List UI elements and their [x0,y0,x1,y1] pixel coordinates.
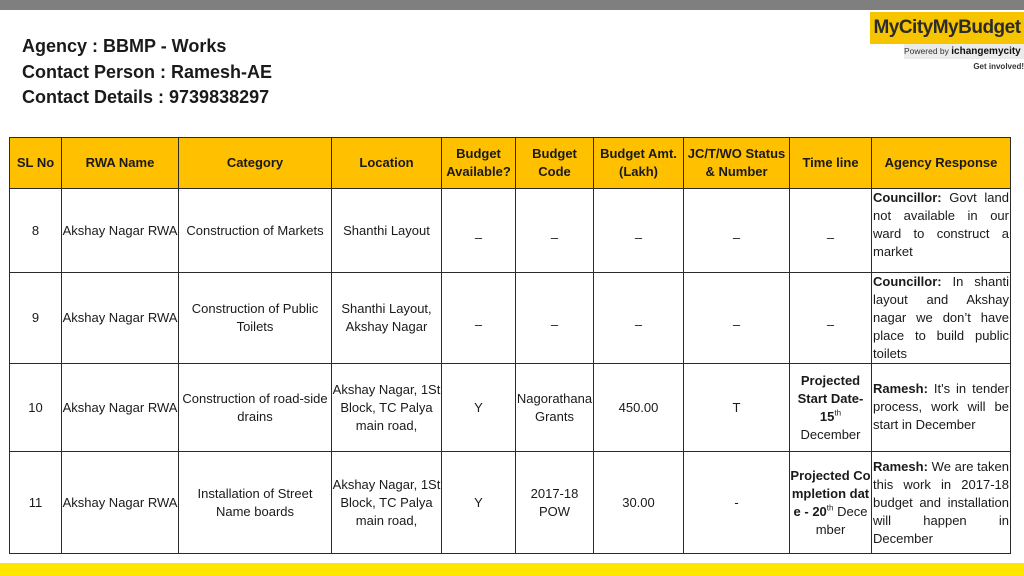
cell-timeline: – [790,189,872,273]
cell-rwa: Akshay Nagar RWA [62,189,179,273]
cell-timeline: – [790,273,872,364]
col-header-location: Location [332,138,442,189]
logo-powered-strip [904,44,1024,59]
timeline-label: Projected Completion date - [790,467,871,519]
cell-rwa: Akshay Nagar RWA [62,273,179,364]
response-text: We are taken this work in 2017-18 budget and installation will happen in December [873,458,1009,546]
timeline-day: 15 [819,408,835,424]
cell-rwa: Akshay Nagar RWA [62,452,179,554]
timeline-day: 20 [812,503,827,519]
contact-person-label: Contact Person : Ramesh-AE [22,61,273,82]
bottom-bar [0,563,1024,576]
contact-details-label: Contact Details : 9739838297 [22,87,270,107]
col-header-status: JC/T/WO Status & Number [684,138,790,189]
cell-agency-response [872,364,1011,452]
cell-budget-available: Y [442,452,516,554]
cell-budget-amt: – [594,273,684,364]
contact-header [22,34,272,111]
timeline-month: December [800,426,861,442]
works-table [9,137,1011,554]
col-header-sl: SL No [10,138,62,189]
cell-budget-amt: 450.00 [594,364,684,452]
cell-category: Construction of Public Toilets [179,273,332,364]
cell-status: – [684,273,790,364]
col-header-budget-amt: Budget Amt. (Lakh) [594,138,684,189]
cell-category: Installation of Street Name boards [179,452,332,554]
cell-location: Shanthi Layout [332,189,442,273]
table-row [10,364,1011,452]
table-row [10,452,1011,554]
cell-location: Shanthi Layout, Akshay Nagar [332,273,442,364]
cell-category: Construction of road-side drains [179,364,332,452]
timeline-day-suffix: th [826,503,834,513]
table-header-row [10,138,1011,189]
table-row [10,273,1011,364]
cell-agency-response [872,189,1011,273]
col-header-category: Category [179,138,332,189]
timeline-day-suffix: th [834,408,842,418]
col-header-timeline: Time line [790,138,872,189]
cell-status: T [684,364,790,452]
logo-tagline: Get involved! [973,62,1024,71]
cell-status: - [684,452,790,554]
cell-rwa: Akshay Nagar RWA [62,364,179,452]
cell-budget-amt: 30.00 [594,452,684,554]
top-bar [0,0,1024,10]
cell-budget-code: – [516,189,594,273]
cell-timeline [790,452,872,554]
response-text: Govt land not available in our ward to construct a market [873,190,1009,259]
response-author: Councillor: [873,190,942,205]
cell-location: Akshay Nagar, 1St Block, TC Palya main road, [332,364,442,452]
cell-location: Akshay Nagar, 1St Block, TC Palya main road, [332,452,442,554]
cell-budget-available: Y [442,364,516,452]
logo-title: MyCityMyBudget [870,12,1024,44]
cell-status: – [684,189,790,273]
cell-agency-response [872,452,1011,554]
cell-budget-code: – [516,273,594,364]
cell-budget-available: – [442,189,516,273]
logo-powered-by: Powered by [904,46,949,56]
logo-brand: ichangemycity [951,46,1021,57]
cell-sl: 11 [10,452,62,554]
cell-budget-amt: – [594,189,684,273]
cell-category: Construction of Markets [179,189,332,273]
agency-label: Agency : BBMP - Works [22,36,227,56]
mycitymybudget-logo [870,12,1024,74]
timeline-label: Projected Start Date- [797,372,864,406]
response-text: It's in tender process, work will be start in December [873,381,1009,432]
cell-sl: 10 [10,364,62,452]
cell-agency-response [872,273,1011,364]
col-header-rwa: RWA Name [62,138,179,189]
response-author: Ramesh: [873,458,928,474]
response-author: Councillor: [873,274,942,289]
col-header-budget-code: Budget Code [516,138,594,189]
timeline-month: December [815,503,868,537]
cell-timeline [790,364,872,452]
table-row [10,189,1011,273]
cell-budget-code: 2017-18 POW [516,452,594,554]
cell-budget-available: – [442,273,516,364]
col-header-budget-available: Budget Available? [442,138,516,189]
cell-sl: 8 [10,189,62,273]
cell-sl: 9 [10,273,62,364]
col-header-agency-response: Agency Response [872,138,1011,189]
response-text: In shanti layout and Akshay nagar we don’t have place to build public toilets [873,274,1009,361]
response-author: Ramesh: [873,381,928,396]
cell-budget-code: Nagorathana Grants [516,364,594,452]
